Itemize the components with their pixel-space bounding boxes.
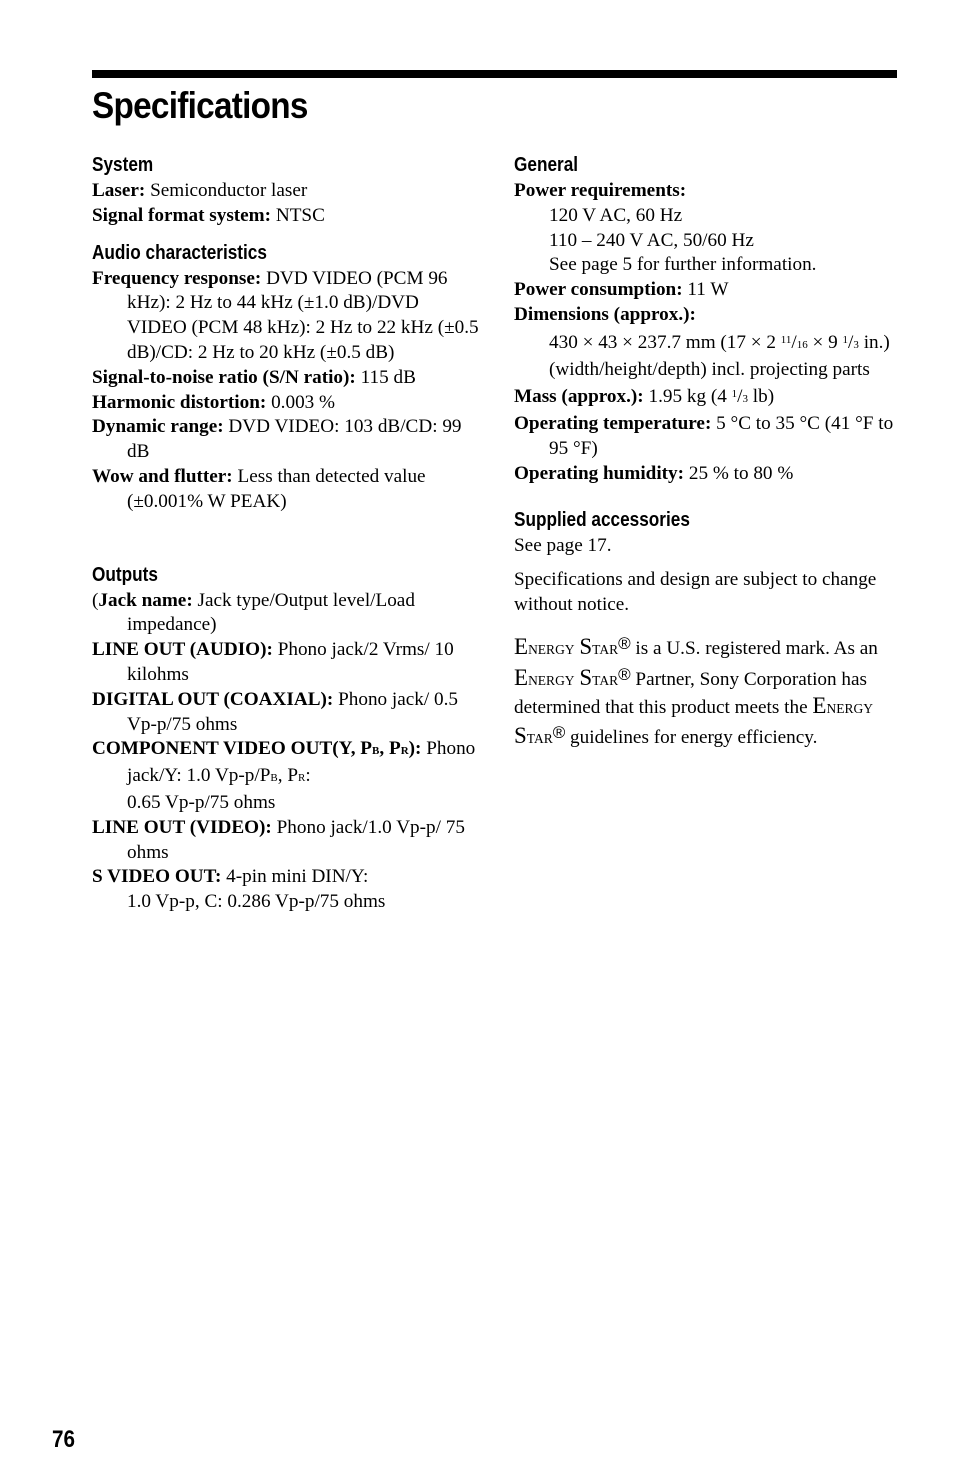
section-heading-system: System — [92, 154, 154, 176]
spec-label: Wow and flutter: — [92, 465, 233, 487]
spec-s-video-out — [92, 865, 482, 915]
spec-value: 4-pin mini DIN/Y: — [221, 866, 369, 888]
section-heading-general: General — [514, 154, 579, 176]
spec-operating-temperature — [514, 412, 904, 462]
spec-line-out-video — [92, 816, 482, 866]
spec-line-out-audio — [92, 638, 482, 688]
spec-value: See page 5 for further information. — [549, 254, 817, 276]
spec-dynamic-range — [92, 415, 482, 465]
page-title: Specifications — [92, 85, 308, 126]
spec-label: Dimensions (approx.): — [514, 303, 696, 325]
spec-label: Signal format system: — [92, 204, 272, 226]
spec-value: Phono jack/1.0 Vp-p/ 75 ohms — [127, 816, 465, 863]
energy-star-mark: ENERGY STAR® — [514, 692, 873, 749]
spec-value: 110 – 240 V AC, 50/60 Hz — [549, 229, 754, 251]
energy-star-mark: ENERGY STAR® — [514, 633, 631, 659]
spec-value: Less than detected value (±0.001% W PEAK) — [127, 465, 426, 512]
spec-value: 0.65 Vp-p/75 ohms — [127, 791, 276, 813]
spec-label: Signal-to-noise ratio (S/N ratio): — [92, 366, 356, 388]
spec-sn-ratio — [92, 366, 482, 391]
spec-power-consumption — [514, 278, 904, 303]
notice-text: Specifications and design are subject to change without notice. — [514, 569, 877, 616]
spec-label: Operating temperature: — [514, 413, 712, 435]
section-heading-audio: Audio characteristics — [92, 241, 267, 264]
spec-dimensions-value: 430 × 43 × 237.7 mm (17 × 2 $^{11}$/16 × 9 $^1$/3 in.) (width/height/depth) incl. projecting parts — [549, 331, 890, 380]
energy-star-mark: ENERGY STAR® — [514, 664, 631, 690]
spec-value: 11 W — [682, 279, 729, 301]
spec-mass: Mass (approx.): 1.95 kg (4 $^1$/3 lb) — [514, 386, 775, 408]
spec-component-video-out: COMPONENT VIDEO OUT(Y, PB, PR): Phono jack/Y: 1.0 Vp-p/PB, PR: 0.65 Vp-p/75 ohms — [92, 738, 476, 813]
spec-label: LINE OUT (AUDIO): — [92, 639, 273, 661]
spec-value: 0.003 % — [266, 391, 336, 413]
spec-label: Jack name: — [98, 589, 193, 611]
spec-value: 1.0 Vp-p, C: 0.286 Vp-p/75 ohms — [127, 891, 386, 913]
spec-value: NTSC — [271, 204, 325, 226]
spec-harmonic-distortion — [92, 391, 482, 416]
spec-value: 5 °C to 35 °C (41 °F to 95 °F) — [549, 413, 894, 459]
spec-digital-out — [92, 688, 482, 738]
spec-value: Phono jack/Y: 1.0 Vp-p/P — [127, 738, 476, 787]
top-rule — [92, 70, 897, 78]
spec-label: Power requirements: — [514, 180, 687, 201]
right-column — [514, 152, 904, 752]
page-number: 76 — [52, 1426, 75, 1453]
spec-wow-flutter — [92, 465, 482, 515]
section-heading-accessories: Supplied accessories — [514, 508, 690, 531]
left-column — [92, 152, 482, 915]
spec-value: Phono jack/ 0.5 Vp-p/75 ohms — [127, 688, 459, 735]
spec-value: Semiconductor laser — [145, 180, 308, 201]
spec-power-requirements — [514, 179, 904, 204]
spec-label: LINE OUT (VIDEO): — [92, 816, 272, 838]
spec-label: Frequency response: — [92, 267, 262, 289]
spec-frequency-response — [92, 267, 482, 366]
spec-value: 25 % to 80 % — [684, 462, 794, 484]
spec-laser — [92, 179, 482, 204]
spec-value: 120 V AC, 60 Hz — [549, 204, 683, 226]
spec-label: Dynamic range: — [92, 416, 224, 438]
spec-label: S VIDEO OUT: — [92, 866, 222, 888]
spec-label: Laser: — [92, 180, 146, 201]
spec-value: Phono jack/2 Vrms/ 10 kilohms — [127, 639, 454, 685]
spec-label: Operating humidity: — [514, 462, 685, 484]
spec-value: DVD VIDEO (PCM 96 kHz): 2 Hz to 44 kHz (±1.0 dB)/DVD VIDEO (PCM 48 kHz): 2 Hz to 22 kHz (±0.5 dB)/CD: 2 Hz to 20 kHz (±0.5 dB) — [127, 267, 479, 363]
section-heading-outputs: Outputs — [92, 563, 158, 586]
spec-value: 115 dB — [355, 366, 416, 388]
spec-outputs-legend: (Jack name: Jack type/Output level/Load impedance) — [92, 589, 415, 636]
spec-label: Power consumption: — [514, 279, 683, 301]
spec-value: DVD VIDEO: 103 dB/CD: 99 dB — [127, 416, 462, 463]
spec-value: Jack type/Output level/Load impedance) — [127, 589, 415, 636]
spec-signal-format — [92, 204, 482, 229]
accessories-text: See page 17. — [514, 534, 612, 556]
spec-label: Harmonic distortion: — [92, 391, 267, 413]
energy-star-text: ENERGY STAR® is a U.S. registered mark. As an ENERGY STAR® Partner, Sony Corporation has determined that this product meets the ENERGY STAR® guidelines for energy efficiency. — [514, 633, 878, 749]
spec-operating-humidity — [514, 462, 904, 487]
spec-label: Mass (approx.): — [514, 386, 644, 408]
spec-label: COMPONENT VIDEO OUT(Y, PB, PR): — [92, 738, 422, 760]
spec-label: DIGITAL OUT (COAXIAL): — [92, 688, 334, 710]
spec-dimensions — [514, 303, 904, 328]
